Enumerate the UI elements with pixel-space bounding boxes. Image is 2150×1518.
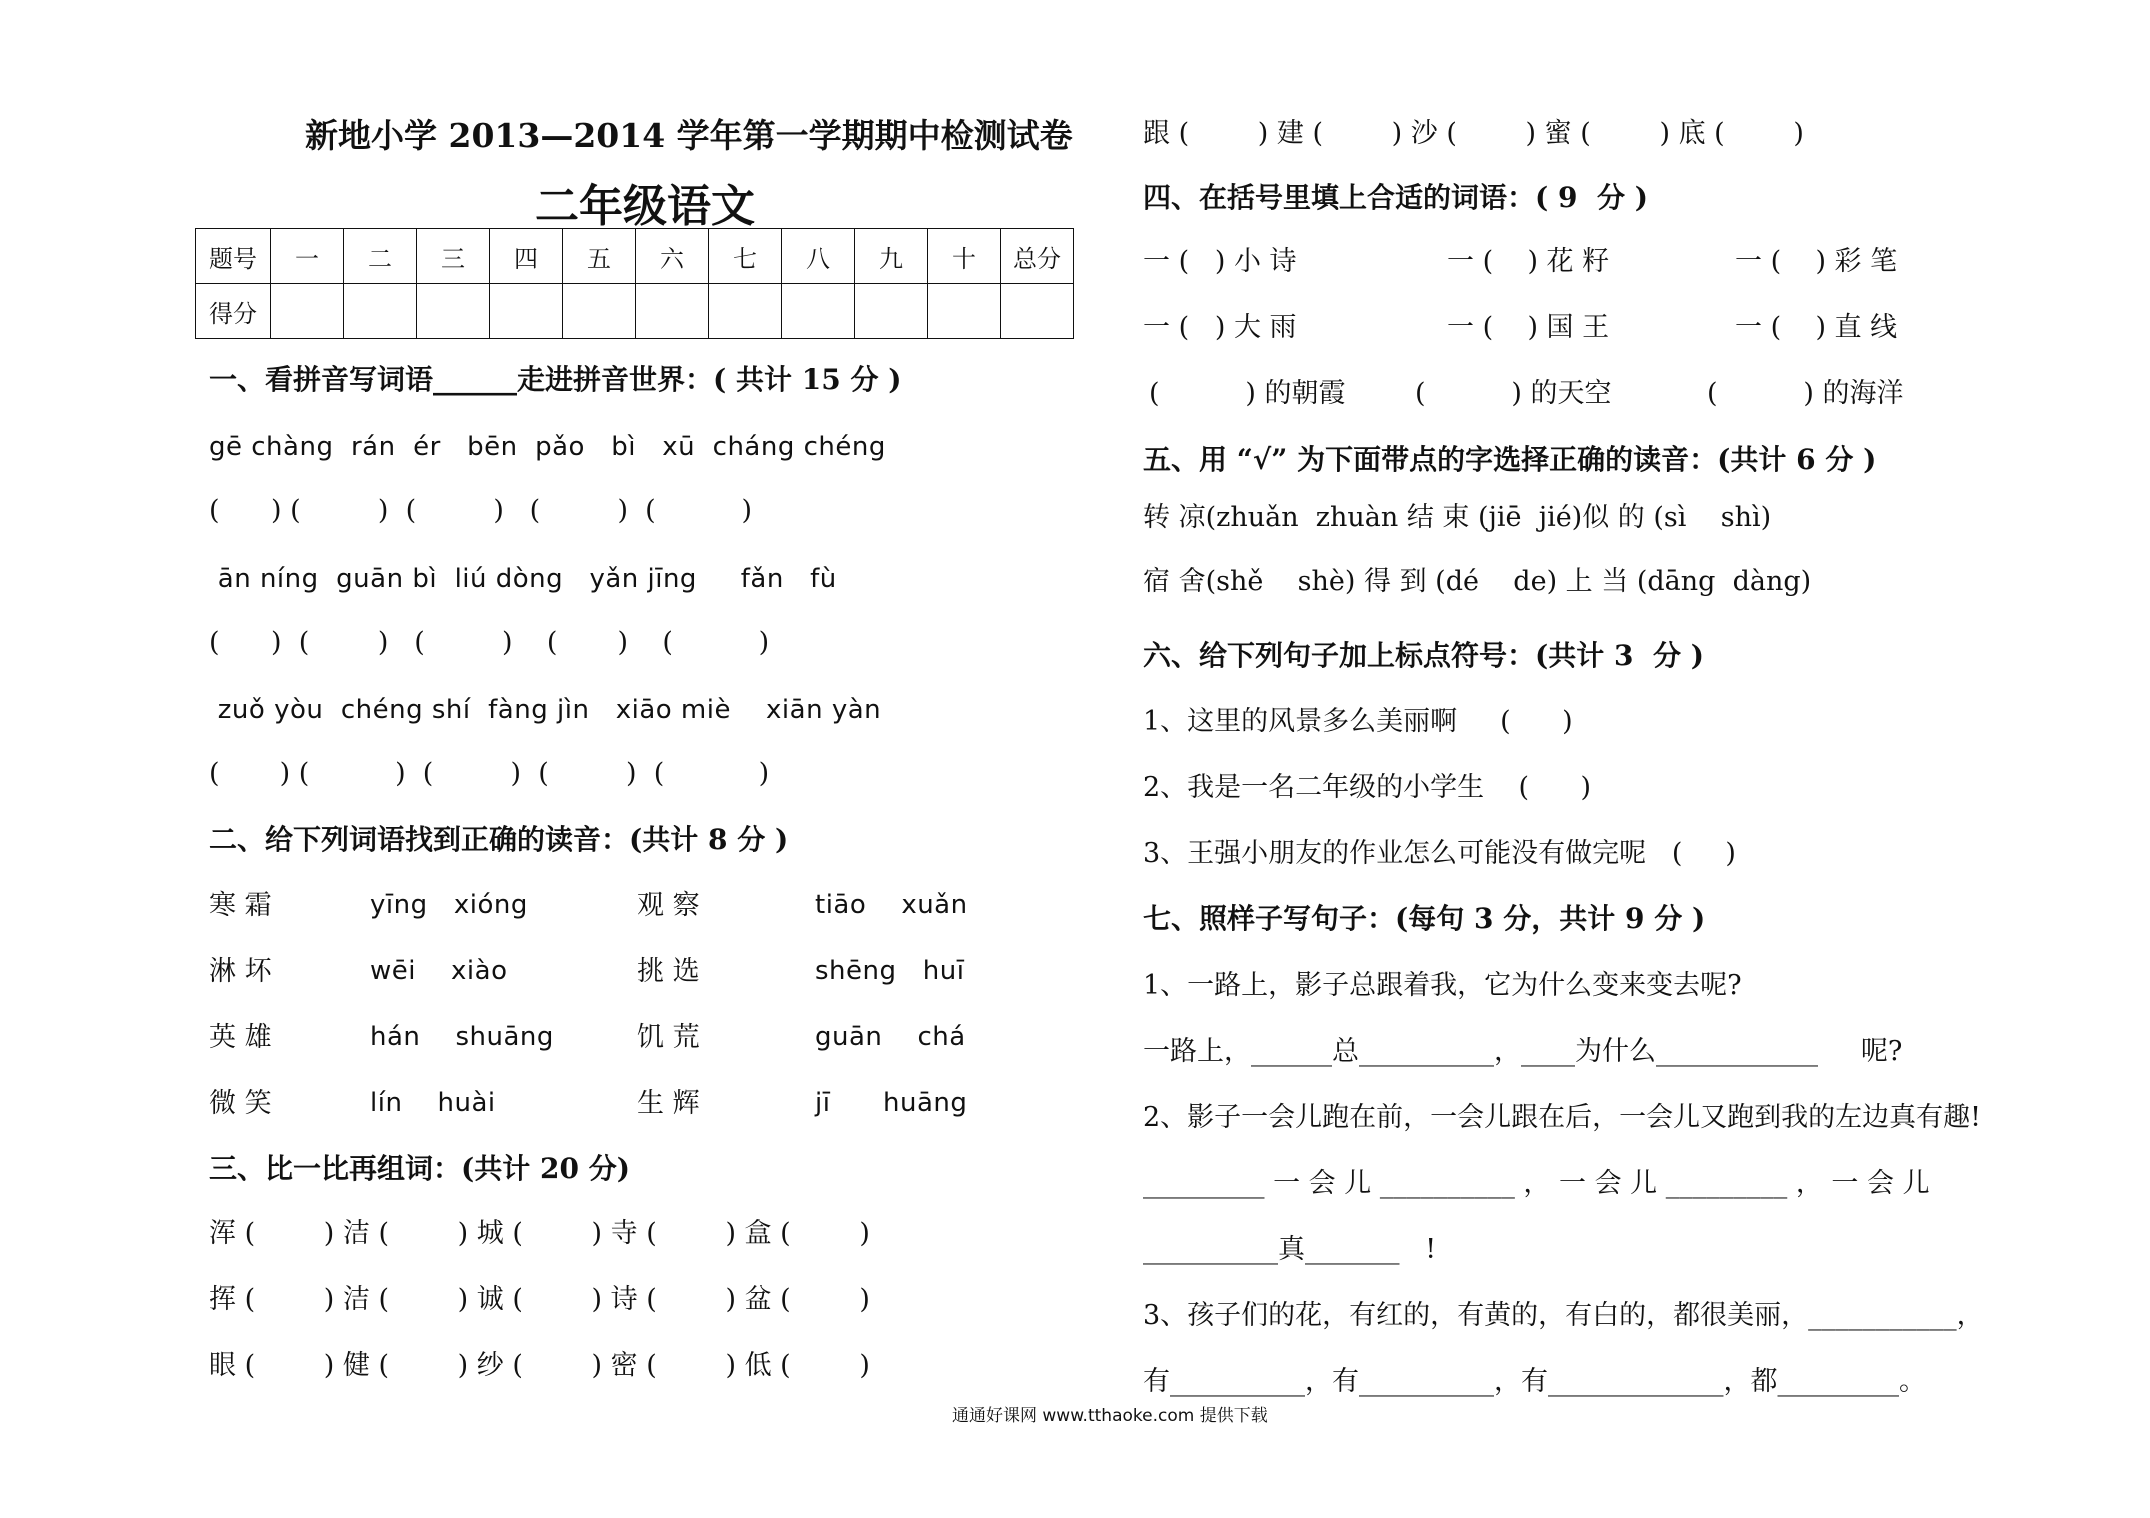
pinyin-options: tiāo xuǎn (815, 890, 968, 920)
score-blank[interactable] (709, 284, 782, 339)
score-cell: 二 (344, 229, 417, 284)
score-table-header-row (196, 229, 1074, 284)
section5-heading: 五、用 “√” 为下面带点的字选择正确的读音：(共计 6 分 ) (1143, 443, 1877, 476)
measure-word-blank[interactable]: 一 ( ) 直 线 (1735, 312, 1898, 343)
score-blank[interactable] (855, 284, 928, 339)
score-blank[interactable] (563, 284, 636, 339)
sentence-fill-row[interactable]: 有__________，有__________，有_____________，都_________。 (1143, 1366, 1926, 1397)
section6-heading: 六、给下列句子加上标点符号：(共计 3 分 ) (1143, 639, 1704, 672)
score-cell: 七 (709, 229, 782, 284)
measure-word-blank[interactable]: 一 ( ) 国 王 (1447, 312, 1610, 343)
modifier-blank[interactable]: ( ) 的朝霞 (1149, 378, 1346, 409)
score-cell: 十 (928, 229, 1001, 284)
section2-heading: 二、给下列词语找到正确的读音：(共计 8 分 ) (209, 823, 789, 856)
school-title: 新地小学 2013—2014 学年第一学期期中检测试卷 (305, 116, 1073, 155)
measure-word-blank[interactable]: 一 ( ) 彩 笔 (1735, 246, 1898, 277)
score-table (195, 228, 1074, 339)
score-cell: 总分 (1001, 229, 1074, 284)
subject-title: 二年级语文 (535, 181, 755, 232)
pinyin-options: hán shuāng (370, 1022, 554, 1052)
measure-word-blank[interactable]: 一 ( ) 大 雨 (1143, 312, 1297, 343)
score-label: 得分 (196, 284, 271, 339)
sentence-fill-row[interactable]: _________ 一 会 儿 __________ ， 一 会 儿 _________ ， 一 会 儿 (1143, 1168, 1930, 1199)
word: 寒 霜 (209, 890, 272, 921)
word: 挑 选 (637, 956, 700, 987)
pinyin-row: gē chàng rán ér bēn pǎo bì xū cháng chéng (209, 432, 886, 462)
score-table-score-row (196, 284, 1074, 339)
measure-word-blank[interactable]: 一 ( ) 小 诗 (1143, 246, 1297, 277)
score-blank[interactable] (271, 284, 344, 339)
pinyin-options: yīng xióng (370, 890, 528, 920)
pinyin-options: guān chá (815, 1022, 966, 1052)
score-cell: 九 (855, 229, 928, 284)
word: 饥 荒 (637, 1022, 700, 1053)
punctuation-row[interactable]: 2、我是一名二年级的小学生 ( ) (1143, 772, 1592, 803)
example-sentence[interactable]: 3、孩子们的花，有红的，有黄的，有白的，都很美丽，___________， (1143, 1300, 1984, 1331)
score-blank[interactable] (1001, 284, 1074, 339)
section7-heading: 七、照样子写句子：(每句 3 分，共计 9 分 ) (1143, 902, 1706, 935)
score-cell: 一 (271, 229, 344, 284)
example-sentence: 2、影子一会儿跑在前，一会儿跟在后，一会儿又跑到我的左边真有趣! (1143, 1102, 1982, 1133)
word: 英 雄 (209, 1022, 272, 1053)
pinyin-row: zuǒ yòu chéng shí fàng jìn xiāo miè xiān yàn (209, 695, 882, 725)
compare-words-row[interactable]: 跟 ( ) 建 ( ) 沙 ( ) 蜜 ( ) 底 ( ) (1143, 118, 1804, 149)
score-blank[interactable] (344, 284, 417, 339)
score-blank[interactable] (490, 284, 563, 339)
modifier-blank[interactable]: ( ) 的海洋 (1707, 378, 1904, 409)
pinyin-options: lín huài (370, 1088, 496, 1118)
pronunciation-choice-row[interactable]: 宿 舍(shě shè) 得 到 (dé de) 上 当 (dāng dàng) (1143, 566, 1812, 597)
pinyin-row: ān níng guān bì liú dòng yǎn jīng fǎn fù (209, 564, 837, 594)
score-blank[interactable] (782, 284, 855, 339)
word: 微 笑 (209, 1088, 272, 1119)
answer-blanks-row[interactable]: ( ) ( ) ( ) ( ) ( ) (209, 627, 770, 658)
score-cell: 五 (563, 229, 636, 284)
section1-heading: 一、看拼音写词语______走进拼音世界：( 共计 15 分 ) (209, 363, 902, 396)
score-blank[interactable] (636, 284, 709, 339)
footer-credit: 通通好课网 www.tthaoke.com 提供下载 (952, 1406, 1268, 1426)
sentence-fill-row[interactable]: 一路上，______总__________，____为什么____________ 呢? (1143, 1036, 1903, 1067)
punctuation-row[interactable]: 3、王强小朋友的作业怎么可能没有做完呢 ( ) (1143, 838, 1736, 869)
score-blank[interactable] (417, 284, 490, 339)
score-cell: 三 (417, 229, 490, 284)
answer-blanks-row[interactable]: ( ) ( ) ( ) ( ) ( ) (209, 758, 770, 789)
word: 淋 坏 (209, 956, 272, 987)
compare-words-row[interactable]: 眼 ( ) 健 ( ) 纱 ( ) 密 ( ) 低 ( ) (209, 1350, 870, 1381)
measure-word-blank[interactable]: 一 ( ) 花 籽 (1447, 246, 1610, 277)
pinyin-options: wēi xiào (370, 956, 508, 986)
score-blank[interactable] (928, 284, 1001, 339)
score-cell: 六 (636, 229, 709, 284)
score-cell: 八 (782, 229, 855, 284)
score-cell: 题号 (196, 229, 271, 284)
punctuation-row[interactable]: 1、这里的风景多么美丽啊 ( ) (1143, 706, 1573, 737)
answer-blanks-row[interactable]: ( ) ( ) ( ) ( ) ( ) (209, 495, 753, 526)
section3-heading: 三、比一比再组词：(共计 20 分) (209, 1152, 630, 1185)
example-sentence: 1、一路上，影子总跟着我，它为什么变来变去呢? (1143, 970, 1742, 1001)
sentence-fill-row[interactable]: __________真_______ ! (1143, 1234, 1437, 1265)
word: 观 察 (637, 890, 700, 921)
pinyin-options: jī huāng (815, 1088, 968, 1118)
score-cell: 四 (490, 229, 563, 284)
compare-words-row[interactable]: 浑 ( ) 洁 ( ) 城 ( ) 寺 ( ) 盒 ( ) (209, 1218, 870, 1249)
word: 生 辉 (637, 1088, 700, 1119)
compare-words-row[interactable]: 挥 ( ) 洁 ( ) 诚 ( ) 诗 ( ) 盆 ( ) (209, 1284, 870, 1315)
pinyin-options: shēng huī (815, 956, 965, 986)
pronunciation-choice-row[interactable]: 转 凉(zhuǎn zhuàn 结 束 (jiē jié)似 的 (sì shì) (1143, 502, 1772, 533)
modifier-blank[interactable]: ( ) 的天空 (1415, 378, 1612, 409)
section4-heading: 四、在括号里填上合适的词语：( 9 分 ) (1143, 181, 1648, 214)
